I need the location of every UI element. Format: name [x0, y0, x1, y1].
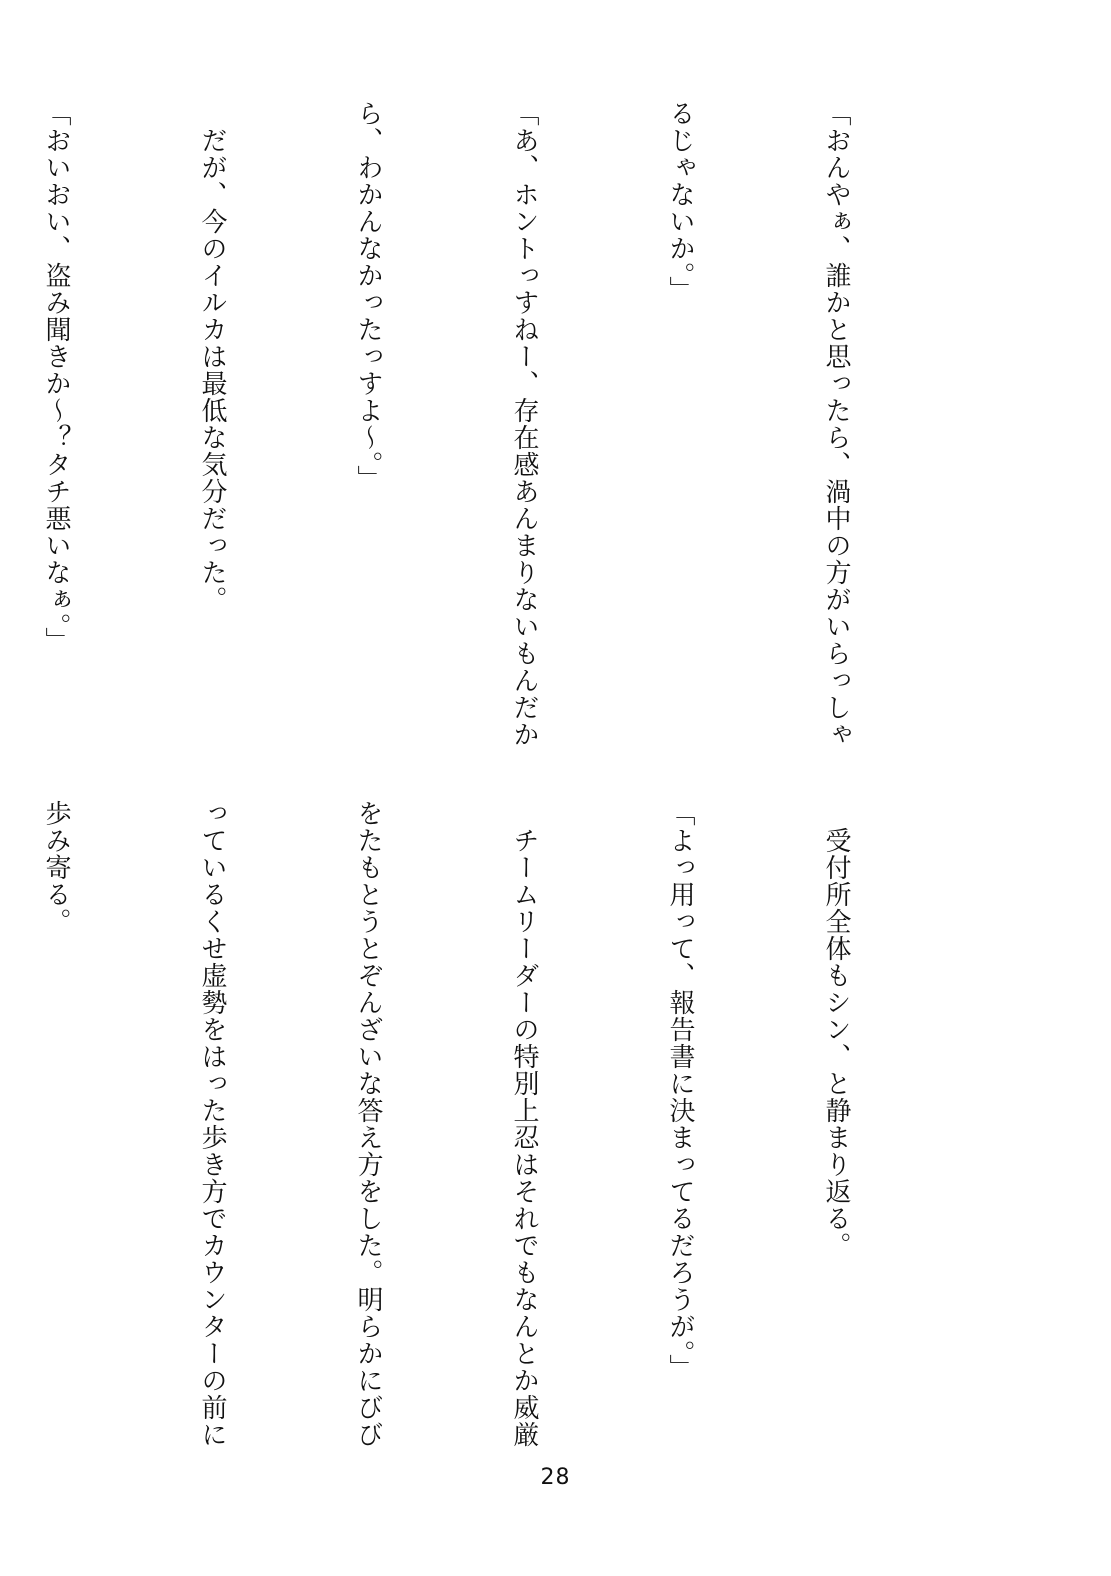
text-line: 受付所全体もシン、と静まり返る。: [821, 800, 851, 1259]
text-line: 歩み寄る。: [41, 800, 71, 935]
text-line: っているくせ虚勢をはった歩き方でカウンターの前に: [197, 800, 227, 1448]
text-line: チームリーダーの特別上忍はそれでもなんとか威厳: [509, 800, 539, 1448]
text-block-upper: [0, 100, 966, 760]
text-line: 「あ、ホントっすねー、存在感あんまりないもんだか: [509, 100, 539, 748]
text-line: 「おんやぁ、誰かと思ったら、渦中の方がいらっしゃ: [821, 100, 851, 748]
text-line: 「よっ用って、報告書に決まってるだろうが。」: [665, 800, 695, 1381]
text-line: るじゃないか。」: [665, 100, 695, 303]
text-line: ら、わかんなかったっすよ〜。」: [353, 100, 383, 492]
text-line: をたもとうとぞんざいな答え方をした。明らかにびび: [353, 800, 383, 1448]
page-number: 28: [540, 1465, 571, 1490]
text-line: 「おいおい、盗み聞きか〜？タチ悪いなぁ。」: [41, 100, 71, 654]
text-line: だが、今のイルカは最低な気分だった。: [197, 100, 227, 613]
text-block-lower: [0, 800, 966, 1448]
